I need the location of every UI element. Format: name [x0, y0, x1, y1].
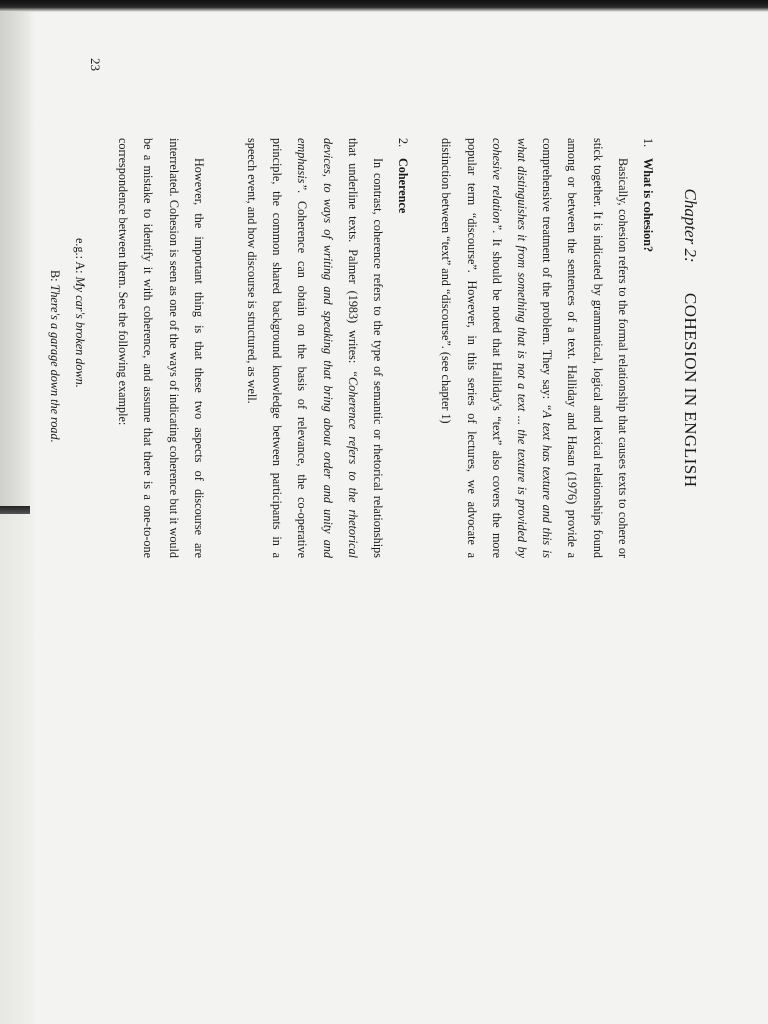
section-title-2: Coherence: [396, 158, 411, 214]
rotated-page: [47, 18, 720, 1018]
chapter-title: COHESION IN ENGLISH: [681, 292, 700, 488]
paragraph-text: . It should be noted that Halliday's “text” also covers the more popular term “discourse”. However, in this series of lectures, we advocate a distinction between “text” and “discourse”. (see chapter 1): [439, 138, 504, 558]
binding-edge: [0, 506, 30, 514]
example-text: There's a garage down the road.: [47, 284, 62, 443]
section-number-2: 2.: [396, 138, 411, 148]
body-text: [42, 138, 660, 558]
quote: “Coherence refers to the rhetorical devices, to ways of writing and speaking that bring about order and unity and emphasis”: [295, 138, 360, 558]
scan-top-edge: [0, 0, 768, 12]
paragraph-text: . Coherence can obtain on the basis of relevance, the co-operative principle, the common shared background knowledge between participants in a speech event, and how discourse is structured, as well.: [244, 138, 310, 558]
example-text: My car's broken down.: [72, 276, 87, 388]
example-prefix: e.g.: A:: [72, 238, 87, 277]
section-title-1: What is cohesion?: [641, 158, 655, 253]
section-heading-2: [390, 138, 415, 558]
chapter-label: Chapter 2:: [681, 188, 700, 263]
example-line-b: [42, 270, 67, 558]
section-heading-1: [635, 138, 660, 558]
example-prefix: B:: [47, 270, 62, 285]
paragraph-text: Basically, cohesion refers to the formal relationship that causes texts to cohere or stick together. It is indicated by grammatical, logical and lexical relationships found among or between the sentences of a text. Halliday and Hasan (1976) provide a comprehensive treatment of the problem. They say:: [540, 138, 630, 558]
binding-shadow: [0, 12, 30, 512]
quote: “A text has texture and this is what distinguishes it from something that is not a text ... the texture is provided by cohesive relation”: [489, 138, 555, 558]
paragraph-interrelated: However, the important thing is that these two aspects of discourse are interrelated. Cohesion is seen as one of the ways of indicating coherence but it would be a mistake to identify it with coherence, and assume that there is a one-to-one correspondence between them. See the following example:: [116, 138, 206, 558]
paragraph-cohesion: [433, 138, 635, 558]
paragraph-text: In contrast, coherence refers to the type of semantic or rhetorical relationships that underline texts. Palmer (1983) writes:: [345, 138, 385, 558]
page-header: [680, 18, 700, 658]
page-number: 23: [88, 58, 103, 71]
example-line-a: [67, 238, 92, 558]
section-number-1: 1.: [641, 138, 655, 148]
paragraph-coherence: [239, 138, 390, 558]
